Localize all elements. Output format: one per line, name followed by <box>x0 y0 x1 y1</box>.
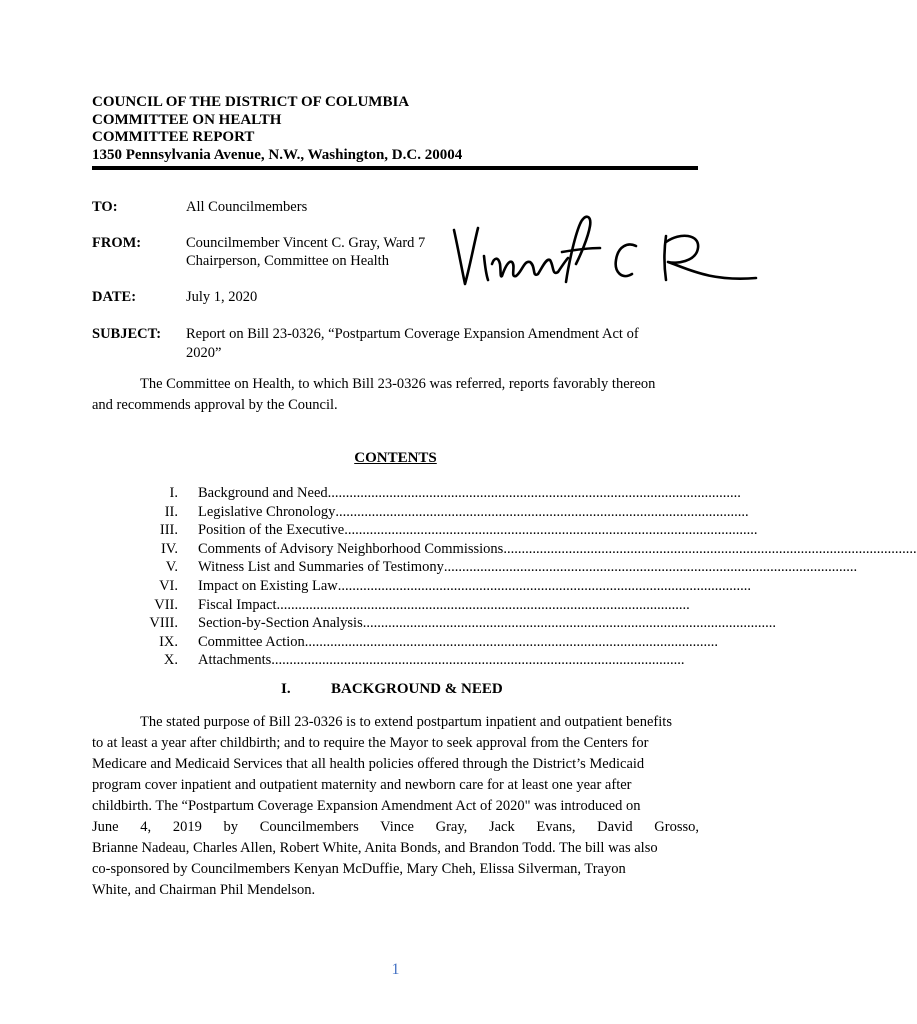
contents-heading: CONTENTS <box>354 450 437 466</box>
letterhead-committee: COMMITTEE ON HEALTH <box>92 111 282 128</box>
letterhead <box>92 94 697 164</box>
to-label: TO: <box>92 199 118 215</box>
body-line: to at least a year after childbirth; and to require the Mayor to seek approval from the Centers for <box>92 735 649 751</box>
subject-line-1: Report on Bill 23-0326, “Postpartum Coverage Expansion Amendment Act of <box>186 326 639 342</box>
section-title: BACKGROUND & NEED <box>331 681 503 697</box>
toc-row: IV. Comments of Advisory Neighborhood Commissions .................................................................................................................. <box>160 540 917 557</box>
toc-row: IX. Committee Action .................................................................................................................. <box>159 633 718 650</box>
date-label: DATE: <box>92 289 137 305</box>
header-rule <box>92 166 698 170</box>
letterhead-report: COMMITTEE REPORT <box>92 129 255 145</box>
letterhead-council: COUNCIL OF THE DISTRICT OF COLUMBIA <box>92 94 410 110</box>
body-line: childbirth. The “Postpartum Coverage Expansion Amendment Act of 2020" was introduced on <box>92 798 641 814</box>
body-line: Brianne Nadeau, Charles Allen, Robert White, Anita Bonds, and Brandon Todd. The bill was also <box>92 840 658 856</box>
page-number: 1 <box>391 961 400 978</box>
table-of-contents <box>140 484 917 670</box>
toc-row: VI. Impact on Existing Law .................................................................................................................. <box>159 577 751 594</box>
subject-line-2: 2020” <box>186 345 222 361</box>
date-value: July 1, 2020 <box>186 289 258 305</box>
toc-row: III. Position of the Executive .................................................................................................................. <box>159 522 758 539</box>
subject-label: SUBJECT: <box>92 326 162 342</box>
body-line: June 4, 2019 by Councilmembers Vince Gray, Jack Evans, David Grosso, <box>92 819 699 835</box>
from-label: FROM: <box>92 235 142 251</box>
toc-row: I. Background and Need .................................................................................................................. <box>169 485 741 501</box>
toc-row: V. Witness List and Summaries of Testimony .................................................................................................................. <box>165 559 858 576</box>
from-title: Chairperson, Committee on Health <box>186 253 389 269</box>
body-line: Medicare and Medicaid Services that all health policies offered through the District’s Medicaid <box>92 756 645 772</box>
body-line: co-sponsored by Councilmembers Kenyan McDuffie, Mary Cheh, Elissa Silverman, Trayon <box>92 861 626 877</box>
intro-line: The Committee on Health, to which Bill 23-0326 was referred, reports favorably thereon <box>140 376 656 392</box>
intro-paragraph <box>92 374 699 416</box>
signature <box>448 208 760 292</box>
intro-line: and recommends approval by the Council. <box>92 397 338 413</box>
toc-row: VII. Fiscal Impact .................................................................................................................. <box>154 596 690 613</box>
to-value: All Councilmembers <box>186 199 308 215</box>
letterhead-address: 1350 Pennsylvania Avenue, N.W., Washington, D.C. 20004 <box>92 146 463 163</box>
from-name: Councilmember Vincent C. Gray, Ward 7 <box>186 235 426 251</box>
body-line: program cover inpatient and outpatient maternity and newborn care for at least one year after <box>92 777 632 793</box>
body-line: White, and Chairman Phil Mendelson. <box>92 882 316 898</box>
toc-row: II. Legislative Chronology .................................................................................................................. <box>164 503 749 520</box>
section-number: I. <box>281 681 291 697</box>
toc-row: VIII. Section-by-Section Analysis .................................................................................................................. <box>149 615 776 632</box>
background-paragraph <box>92 712 699 901</box>
toc-row: X. Attachments .................................................................................................................. <box>163 652 685 669</box>
body-line: The stated purpose of Bill 23-0326 is to extend postpartum inpatient and outpatient benefits <box>140 714 672 730</box>
